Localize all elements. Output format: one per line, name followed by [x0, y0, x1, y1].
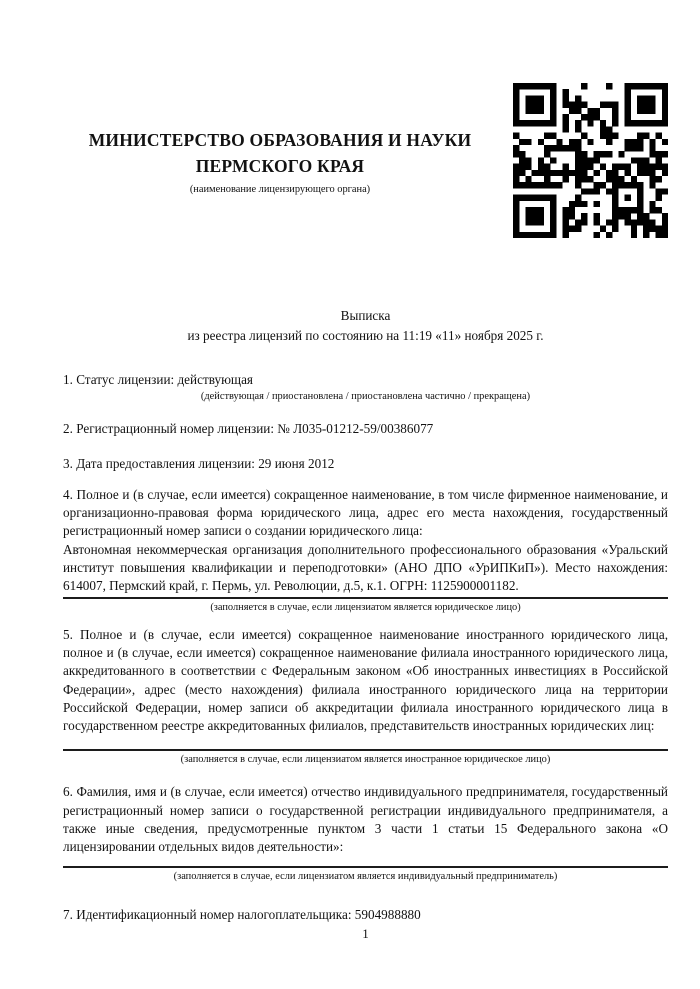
- licensing-authority-caption: (наименование лицензирующего органа): [189, 184, 371, 195]
- item-4-legal-entity: [63, 486, 668, 614]
- ministry-name-line1: МИНИСТЕРСТВО ОБРАЗОВАНИЯ И НАУКИ: [88, 130, 472, 150]
- document-body: [0, 306, 700, 924]
- entrepreneur-blank-answer-line: [63, 857, 668, 868]
- qr-code: [513, 83, 668, 238]
- item-7-taxpayer-number: 7. Идентификационный номер налогоплательщика: 5904988880: [63, 906, 421, 922]
- foreign-entity-question: 5. Полное и (в случае, если имеется) сокращенное наименование иностранного юридического лица, полное и (в случае, если имеется) сокращенное наименование филиала иностранного юридического лица, аккредитованного в соответствии с Федеральным законом «Об иностранных инвестициях в Российской Федерации», адрес (место нахождения) филиала иностранного юридического лица на территории Российской Федерации, номер записи об аккредитации филиала иностранного юридического лица в государственном реестре аккредитованных филиалов, представительств иностранных юридических лиц:: [63, 626, 668, 734]
- legal-entity-question: 4. Полное и (в случае, если имеется) сокращенное наименование, в том числе фирменное наименование, и организационно-правовая форма юридического лица, адрес его места нахождения, государственный регистрационный номер записи о создании юридического лица:: [63, 486, 668, 539]
- document-title: [63, 306, 668, 346]
- status-options-note: (действующая / приостановлена / приостановлена частично / прекращена): [200, 391, 531, 403]
- qr-code-image: [513, 83, 668, 238]
- license-status-text: 1. Статус лицензии: действующая: [63, 372, 254, 387]
- legal-entity-note: (заполняется в случае, если лицензиатом является юридическое лицо): [210, 601, 521, 613]
- entrepreneur-note: (заполняется в случае, если лицензиатом является индивидуальный предприниматель): [173, 870, 558, 882]
- foreign-entity-blank-answer-line: [63, 735, 668, 751]
- item-1-license-status: [63, 371, 668, 403]
- licensing-authority-header: [55, 83, 505, 195]
- ministry-name-line2: ПЕРМСКОГО КРАЯ: [195, 156, 365, 176]
- item-6-entrepreneur: [63, 783, 668, 882]
- page-number: 1: [362, 926, 369, 941]
- foreign-entity-note: (заполняется в случае, если лицензиатом является иностранное юридическое лицо): [180, 754, 551, 766]
- entrepreneur-question: 6. Фамилия, имя и (в случае, если имеется) отчество индивидуального предпринимателя, государственный регистрационный номер записи о государственной регистрации индивидуального предпринимателя, а также иные сведения, предусмотренные пунктом 3 части 1 статьи 15 Федерального закона «О лицензировании отдельных видов деятельности»:: [63, 784, 668, 855]
- document-title-line1: Выписка: [340, 308, 391, 323]
- document-title-date-line: из реестра лицензий по состоянию на 11:19 «11» ноября 2025 г.: [187, 328, 544, 343]
- legal-entity-answer: Автономная некоммерческая организация дополнительного профессионального образования «Уральский институт повышения квалификации и переподготовки» (АНО ДПО «УрИПКиП»). Место нахождения: 614007, Пермский край, г. Пермь, ул. Революции, д.5, к.1. ОГРН: 1125900001182.: [63, 541, 668, 599]
- item-3-grant-date: 3. Дата предоставления лицензии: 29 июня 2012: [63, 455, 335, 471]
- item-5-foreign-entity: [63, 626, 668, 767]
- item-2-registration-number: 2. Регистрационный номер лицензии: № Л035-01212-59/00386077: [63, 421, 434, 437]
- document-header-row: [0, 0, 700, 238]
